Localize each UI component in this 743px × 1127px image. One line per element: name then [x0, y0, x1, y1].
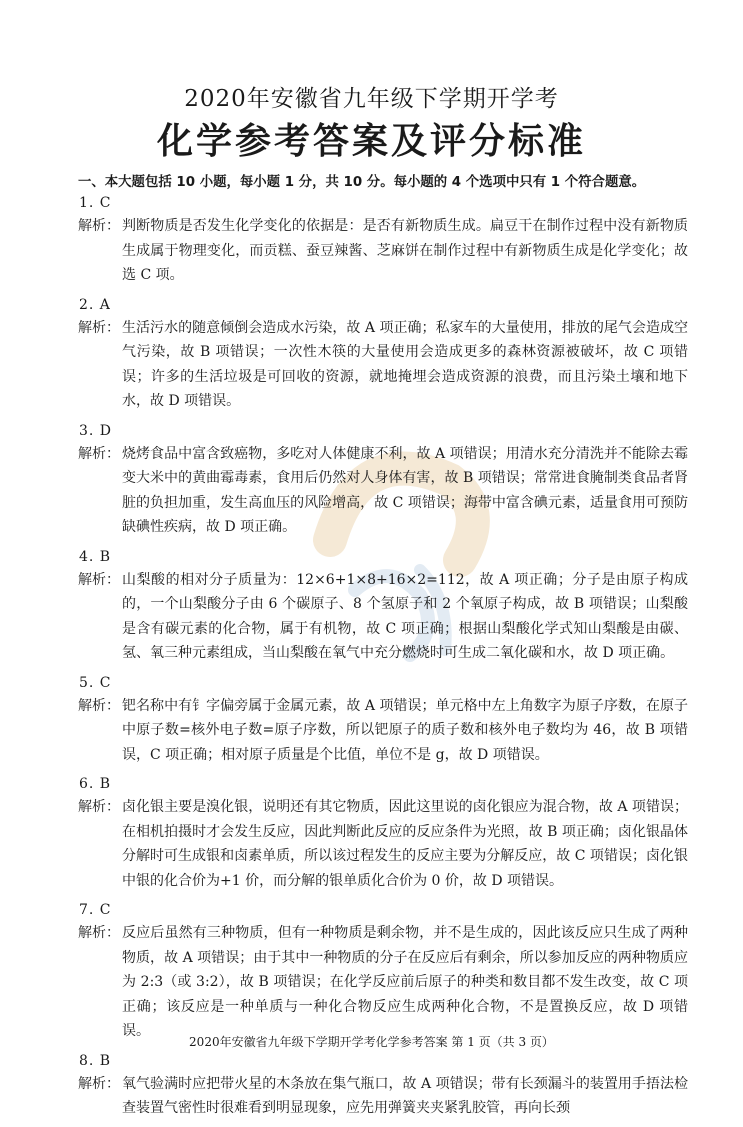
- analysis-label: 解析：: [78, 925, 120, 941]
- analysis-text-4: 山梨酸的相对分子质量为：12×6+1×8+16×2=112，故 A 项正确；分子是由原子构成的，一个山梨酸分子由 6 个碳原子、8 个氢原子和 2 个氧原子构成，故 B 项错误；山梨酸是含有碳元素的化合物，属于有机物，故 C 项正确；根据山梨酸化学式知山梨酸是由碳、氢、氧三种元素组成，当山梨酸在氧气中充分燃烧时可生成二氧化碳和水，故 D 项正确。: [122, 571, 688, 661]
- analysis-label: 解析：: [78, 571, 120, 588]
- analysis-text-5: 钯名称中有钅字偏旁属于金属元素，故 A 项错误；单元格中左上角数字为原子序数，在原子中原子数=核外电子数=原子序数，所以钯原子的质子数和核外电子数均为 46，故 B 项错误，C 项正确；相对原子质量是个比值，单位不是 g，故 D 项错误。: [122, 697, 688, 763]
- page-footer: 2020年安徽省九年级下学期开学考化学参考答案 第 1 页（共 3 页）: [189, 1035, 554, 1049]
- question-number-3: 3. D: [79, 422, 113, 439]
- analysis-label: 解析：: [78, 319, 120, 336]
- question-number-7: 7. C: [79, 902, 112, 918]
- analysis-text-8: 氧气验满时应把带火星的木条放在集气瓶口，故 A 项错误；带有长颈漏斗的装置用手捂法检查装置气密性时很难看到明显现象，应先用弹簧夹夹紧乳胶管，再向长颈: [122, 1075, 688, 1116]
- question-number-5: 5. C: [79, 674, 112, 691]
- analysis-label: 解析：: [78, 1075, 120, 1092]
- answer-block-7: [78, 921, 688, 1044]
- question-number-8: 8. B: [79, 1052, 112, 1069]
- answer-block-1: [78, 214, 688, 288]
- analysis-text-7: 反应后虽然有三种物质，但有一种物质是剩余物，并不是生成的，因此该反应只生成了两种物质，故 A 项错误；由于其中一种物质的分子在反应后有剩余，所以参加反应的两种物质应为 2:3（或 3:2），故 B 项错误；在化学反应前后原子的种类和数目都不发生改变，故 C 项正确；该反应是一种单质与一种化合物反应生成两种化合物，不是置换反应，故 D 项错误。: [122, 925, 688, 1039]
- question-number-6: 6. B: [79, 776, 112, 792]
- answer-block-8: [78, 1072, 688, 1121]
- answer-block-4: [78, 568, 688, 666]
- answer-block-2: [78, 316, 688, 414]
- analysis-label: 解析：: [78, 697, 120, 714]
- analysis-label: 解析：: [78, 799, 120, 815]
- analysis-text-2: 生活污水的随意倾倒会造成水污染，故 A 项正确；私家车的大量使用，排放的尾气会造成空气污染，故 B 项错误；一次性木筷的大量使用会造成更多的森林资源被破坏，故 C 项错误；许多的生活垃圾是可回收的资源，就地掩埋会造成资源的浪费，而且污染土壤和地下水，故 D 项错误。: [122, 319, 688, 409]
- document-title: 化学参考答案及评分标准: [156, 120, 586, 162]
- answers-list: [78, 192, 688, 1127]
- answer-block-6: [78, 795, 688, 893]
- answer-block-5: [78, 694, 688, 768]
- question-number-1: 1. C: [79, 195, 112, 211]
- answer-block-3: [78, 442, 688, 540]
- section-heading: 一、本大题包括 10 小题，每小题 1 分，共 10 分。每小题的 4 个选项中只有 1 个符合题意。: [78, 175, 646, 190]
- analysis-label: 解析：: [78, 445, 120, 462]
- analysis-text-6: 卤化银主要是溴化银，说明还有其它物质，因此这里说的卤化银应为混合物，故 A 项错误；在相机拍摄时才会发生反应，因此判断此反应的反应条件为光照，故 B 项正确；卤化银晶体分解时可生成银和卤素单质，所以该过程发生的反应主要为分解反应，故 C 项错误；卤化银中银的化合价为+1 价，而分解的银单质化合价为 0 价，故 D 项错误。: [122, 799, 688, 889]
- analysis-text-3: 烧烤食品中富含致癌物，多吃对人体健康不利，故 A 项错误；用清水充分清洗并不能除去霉变大米中的黄曲霉毒素，食用后仍然对人身体有害，故 B 项错误；常常进食腌制类食品者肾脏的负担加重，发生高血压的风险增高，故 C 项错误；海带中富含碘元素，适量食用可预防缺碘性疾病，故 D 项正确。: [122, 445, 688, 535]
- analysis-text-1: 判断物质是否发生化学变化的依据是：是否有新物质生成。扁豆干在制作过程中没有新物质生成属于物理变化，而贡糕、蚕豆辣酱、芝麻饼在制作过程中有新物质生成是化学变化；故选 C 项。: [122, 218, 688, 283]
- exam-title: 2020年安徽省九年级下学期开学考: [184, 86, 559, 112]
- question-number-4: 4. B: [79, 548, 112, 565]
- question-number-2: 2. A: [79, 296, 111, 313]
- analysis-label: 解析：: [78, 218, 120, 234]
